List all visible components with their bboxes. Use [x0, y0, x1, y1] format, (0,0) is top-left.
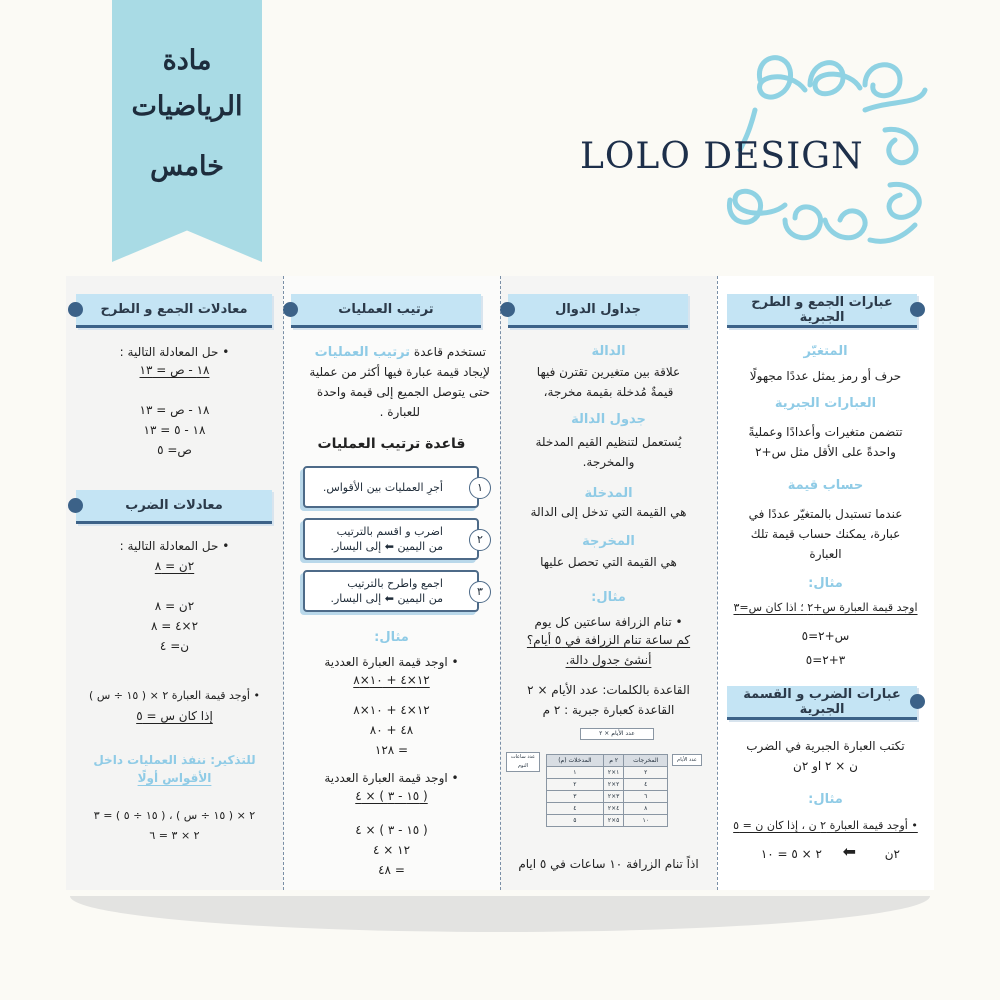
- expression-text-2: واحدةً على الأقل مثل س+٢: [755, 445, 896, 459]
- function-table-text-2: والمخرجة.: [582, 455, 635, 469]
- intro-text: تستخدم قاعدة: [413, 345, 486, 359]
- bullet-dot-icon: [500, 302, 515, 317]
- example2-expression: ( ١٥ - ٣ ) × ٤: [355, 789, 428, 803]
- panel-function-tables: [500, 276, 717, 890]
- output-title: المخرجة: [582, 534, 635, 549]
- expression-condition: إذا كان س = ٥: [136, 709, 213, 723]
- example-question: اوجد قيمة العبارة س+٢ ؛ اذا كان س=٣: [733, 601, 918, 614]
- example-label: مثال:: [808, 576, 843, 591]
- multiplication-text-2: ن × ٢ او ٢ن: [793, 759, 858, 773]
- example1-question: • اوجد قيمة العبارة العددية: [324, 655, 459, 669]
- table-row: [547, 803, 668, 815]
- equation: ١٨ - ص = ١٣: [139, 363, 210, 377]
- example1-expression: ١٢×٤ + ١٠×٨: [353, 673, 430, 687]
- step-number: ١: [469, 477, 491, 499]
- equation-step-3: ص= ٥: [157, 443, 192, 457]
- expression-title: العبارات الجبرية: [774, 396, 877, 411]
- example2-step-2: ١٢ × ٤: [372, 843, 411, 857]
- panel4-header: [76, 294, 272, 328]
- panel2-header-label: جداول الدوال: [555, 302, 641, 317]
- table-cell: ١: [547, 767, 604, 779]
- step-number: ٢: [469, 529, 491, 551]
- table-row: [547, 779, 668, 791]
- equation2: ٢ن = ٨: [154, 559, 195, 573]
- panel1-header-label: عبارات الجمع و الطرح الجبرية: [751, 294, 893, 325]
- variable-title: المتغيّر: [803, 344, 848, 359]
- table-cell: ٢: [547, 779, 604, 791]
- rule-algebraic: القاعدة كعبارة جبرية : ٢ م: [542, 703, 675, 717]
- table-cell: ٤: [624, 779, 668, 791]
- fold-line: [717, 276, 718, 890]
- reminder-line-1: للتذكير: ننفذ العمليات داخل: [93, 753, 256, 767]
- table-row: [547, 767, 668, 779]
- table-header: المخرجات: [624, 755, 668, 767]
- function-title: الدالة: [591, 344, 626, 359]
- intro-line: [286, 342, 486, 363]
- table-cell: ١×٢: [603, 767, 624, 779]
- example2-label: مثال:: [808, 792, 843, 807]
- output-text: هي القيمة التي تحصل عليها: [540, 555, 677, 569]
- intro-text-3: للعبارة .: [379, 405, 420, 419]
- table-row: [547, 815, 668, 827]
- table-cell: ٢×٢: [603, 779, 624, 791]
- table-cell: ٤: [547, 803, 604, 815]
- solution-line-1: ٢ × ( ١٥ ÷ س ) ، ( ١٥ ÷ ٥ ) = ٣: [93, 809, 256, 822]
- function-table-text-1: يُستعمل لتنظيم القيم المدخلة: [535, 435, 682, 449]
- step-2-box: [303, 518, 483, 560]
- rule-title: قاعدة ترتيب العمليات: [317, 436, 466, 452]
- example-question-2: كم ساعة تنام الزرافة في ٥ أيام؟: [526, 633, 691, 647]
- table-header: المدخلات (م): [547, 755, 604, 767]
- step-1-box: [303, 466, 483, 508]
- equation2-question: • حل المعادلة التالية :: [119, 539, 230, 553]
- input-text: هي القيمة التي تدخل إلى الدالة: [530, 505, 687, 519]
- intro-text-2: حتى يتوصل الجميع إلى قيمة واحدة: [316, 385, 490, 399]
- example1-step-1: ١٢×٤ + ١٠×٨: [353, 703, 430, 717]
- table-cell: ٤×٢: [603, 803, 624, 815]
- bullet-dot-icon: [910, 302, 925, 317]
- brochure-shadow: [70, 896, 930, 932]
- grade-label: خامس: [150, 151, 224, 182]
- arrow-left-icon: ⬅: [842, 842, 856, 861]
- equation2-step-3: ن= ٤: [159, 639, 190, 653]
- example-question-3: أنشئ جدول دالة.: [565, 653, 652, 667]
- table-cell: ٥: [547, 815, 604, 827]
- step-3-text-a: اجمع واطرح بالترتيب: [347, 577, 443, 590]
- step-2-text-a: اضرب و اقسم بالترتيب: [336, 525, 443, 538]
- evaluate-text-1: عندما تستبدل بالمتغيّر عددًا في: [748, 507, 903, 521]
- function-table-title: جدول الدالة: [571, 412, 646, 427]
- example2-question: • أوجد قيمة العبارة ٢ ن ، إذا كان ن = ٥: [733, 819, 918, 832]
- panel4-header-label: معادلات الجمع و الطرح: [100, 302, 248, 317]
- example-step-2: ٣+٢=٥: [805, 653, 846, 667]
- reminder-line-2: الأقواس أولًا: [137, 771, 212, 785]
- example-label: مثال:: [591, 590, 626, 605]
- function-text-1: علاقة بين متغيرين تقترن فيها: [536, 365, 681, 379]
- bullet-dot-icon: [283, 302, 298, 317]
- equation2-step-1: ٢ن = ٨: [154, 599, 195, 613]
- step-3-text-b: من اليمين ⬅ إلى اليسار.: [330, 592, 443, 605]
- step-number: ٣: [469, 581, 491, 603]
- equation2-step-2: ٢×٤ = ٨: [150, 619, 199, 633]
- table-cell: ٢: [624, 767, 668, 779]
- bullet-dot-icon: [68, 498, 83, 513]
- input-title: المدخلة: [584, 486, 633, 501]
- variable-text: حرف أو رمز يمثل عددًا مجهولًا: [749, 369, 902, 383]
- solution-line-2: ٢ × ٣ = ٦: [149, 829, 200, 842]
- subject-label: مادة: [162, 45, 212, 76]
- table-cell: ٨: [624, 803, 668, 815]
- function-text-2: قيمةٌ مُدخلة بقيمة مخرجة،: [543, 385, 674, 399]
- table-cell: ٣: [547, 791, 604, 803]
- panel3-header: [291, 294, 481, 328]
- example1-step-3: = ١٢٨: [374, 743, 409, 757]
- function-table: [546, 754, 668, 834]
- intro-highlight: ترتيب العمليات: [314, 345, 411, 360]
- bullet-dot-icon: [68, 302, 83, 317]
- panel1-header-2: [727, 686, 917, 720]
- subject-name: الرياضيات: [131, 91, 243, 122]
- example1-step-2: ٤٨ + ٨٠: [369, 723, 414, 737]
- panel2-header: [508, 294, 688, 328]
- fold-line: [283, 276, 284, 890]
- rule-words: القاعدة بالكلمات: عدد الأيام × ٢: [527, 683, 690, 697]
- equation-step-2: ١٨ - ٥ = ١٣: [143, 423, 206, 437]
- evaluate-title: حساب قيمة: [787, 478, 864, 493]
- logo-title: LOLO DESIGN: [580, 136, 864, 177]
- brochure: [66, 276, 934, 890]
- table-cell: ٣×٢: [603, 791, 624, 803]
- bullet-dot-icon: [910, 694, 925, 709]
- table-cell: ١٠: [624, 815, 668, 827]
- panel1-header2-label: عبارات الضرب و القسمة الجبرية: [743, 686, 901, 717]
- panel3-header-label: ترتيب العمليات: [338, 302, 434, 317]
- evaluate-text-3: العبارة: [809, 547, 842, 561]
- intro-text-1: لإيجاد قيمة عبارة فيها أكثر من عملية: [309, 365, 490, 379]
- table-row: [547, 791, 668, 803]
- example2-question: • اوجد قيمة العبارة العددية: [324, 771, 459, 785]
- equation-step-1: ١٨ - ص = ١٣: [139, 403, 210, 417]
- evaluate-text-2: عبارة، يمكنك حساب قيمة تلك: [750, 527, 901, 541]
- step-1-text: أجرِ العمليات بين الأقواس.: [322, 481, 443, 494]
- example2-step-3: = ٤٨: [378, 863, 405, 877]
- panel-equations: [66, 276, 283, 890]
- example2-step-1: ( ١٥ - ٣ ) × ٤: [355, 823, 428, 837]
- step-2-text-b: من اليمين ⬅ إلى اليسار.: [330, 540, 443, 553]
- table-header: ٢ م: [603, 755, 624, 767]
- expression-text-1: تتضمن متغيرات وأعدادًا وعمليةً: [748, 425, 903, 439]
- example-question-1: • تنام الزرافة ساعتين كل يوم: [534, 615, 683, 629]
- mini-table-caption: عدد الأيام × ٢: [580, 728, 654, 740]
- panel4-header2-label: معادلات الضرب: [125, 498, 223, 513]
- step-3-box: [303, 570, 483, 612]
- panel1-header: [727, 294, 917, 328]
- example2-answer-2: ٢ × ٥ = ١٠: [760, 847, 822, 861]
- table-cell: ٥×٢: [603, 815, 624, 827]
- example-step-1: س+٢=٥: [801, 629, 850, 643]
- example2-answer-1: ٢ن: [884, 847, 900, 861]
- mini-left-note: عدد ساعات النوم: [506, 752, 540, 772]
- panel4-header-2: [76, 490, 272, 524]
- panel-algebraic-expressions: [717, 276, 934, 890]
- ribbon-text: [112, 38, 262, 190]
- conclusion-text: اذاً تنام الزرافة ١٠ ساعات في ٥ ايام: [518, 857, 699, 871]
- panel-order-of-operations: [283, 276, 500, 890]
- mini-right-note: عدد الأيام: [672, 754, 702, 766]
- equation-question: • حل المعادلة التالية :: [119, 345, 230, 359]
- multiplication-text-1: تكتب العبارة الجبرية في الضرب: [746, 739, 905, 753]
- fold-line: [500, 276, 501, 890]
- table-cell: ٦: [624, 791, 668, 803]
- expression-question: • أوجد قيمة العبارة ٢ × ( ١٥ ÷ س ): [89, 689, 260, 702]
- example-label: مثال:: [374, 630, 409, 645]
